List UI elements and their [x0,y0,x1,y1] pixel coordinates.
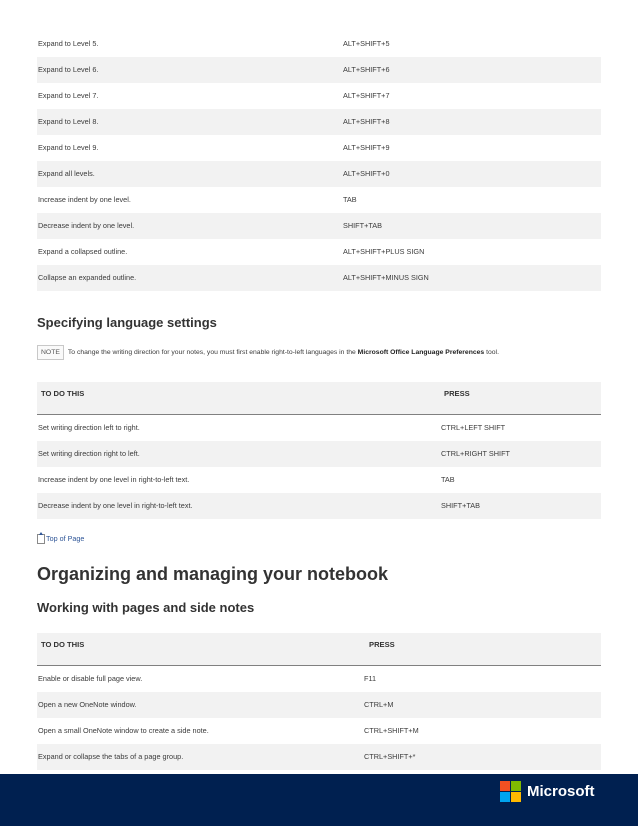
table-row [37,187,601,213]
logo-square [511,781,521,791]
note-box [37,344,601,362]
action-cell: Decrease indent by one level in right-to-left text. [38,501,193,510]
table-row [37,83,601,109]
brand-wordmark: Microsoft [527,783,595,800]
action-cell: Expand a collapsed outline. [38,247,128,256]
table-row [37,135,601,161]
table-row [37,57,601,83]
action-cell: Expand to Level 7. [38,91,99,100]
keys-cell: ALT+SHIFT+PLUS SIGN [343,247,425,256]
header-action: TO DO THIS [41,640,85,649]
action-cell: Increase indent by one level in right-to-left text. [38,475,190,484]
top-of-page-link[interactable] [37,534,84,544]
arrow-up-icon [37,534,45,544]
note-tag: NOTE [37,345,64,360]
action-cell: Expand all levels. [38,169,95,178]
table-row [37,265,601,291]
table-row [37,493,601,519]
action-cell: Open a small OneNote window to create a side note. [38,726,209,735]
main-section-heading: Organizing and managing your notebook [37,564,389,584]
table-row [37,109,601,135]
table-row [37,239,601,265]
keys-cell: TAB [343,195,357,204]
logo-square [500,792,510,802]
action-cell: Decrease indent by one level. [38,221,135,230]
note-text-end: tool. [484,349,499,356]
logo-square [511,792,521,802]
table-row [37,441,601,467]
action-cell: Enable or disable full page view. [38,674,143,683]
keys-cell: CTRL+M [364,700,394,709]
action-cell: Expand to Level 9. [38,143,99,152]
keys-cell: SHIFT+TAB [441,501,480,510]
outline-shortcuts-table [37,31,601,291]
table-header [37,633,601,666]
keys-cell: ALT+SHIFT+6 [343,65,390,74]
table-row [37,666,601,692]
keys-cell: CTRL+SHIFT+* [364,752,416,761]
microsoft-logo-icon [500,781,521,802]
action-cell: Collapse an expanded outline. [38,273,137,282]
action-cell: Set writing direction left to right. [38,423,140,432]
logo-square [500,781,510,791]
table-row [37,692,601,718]
pages-shortcuts-table [37,633,601,770]
note-text: To change the writing direction for your notes, you must first enable right-to-left languages in the [67,349,358,356]
header-action: TO DO THIS [41,389,85,398]
section-heading: Working with pages and side notes [37,600,255,615]
keys-cell: TAB [441,475,455,484]
keys-cell: SHIFT+TAB [343,221,382,230]
action-cell: Expand to Level 5. [38,39,99,48]
keys-cell: ALT+SHIFT+MINUS SIGN [343,273,429,282]
keys-cell: CTRL+LEFT SHIFT [441,423,506,432]
table-row [37,415,601,441]
action-cell: Expand to Level 6. [38,65,99,74]
keys-cell: F11 [364,674,377,683]
table-row [37,213,601,239]
top-of-page-label: Top of Page [46,534,85,543]
table-row [37,161,601,187]
table-header [37,382,601,415]
table-row [37,744,601,770]
action-cell: Set writing direction right to left. [38,449,140,458]
language-shortcuts-table [37,382,601,519]
table-row [37,467,601,493]
header-keys: PRESS [369,640,395,649]
keys-cell: ALT+SHIFT+9 [343,143,390,152]
note-bold-text: Microsoft Office Language Preferences [357,349,485,356]
keys-cell: CTRL+RIGHT SHIFT [441,449,510,458]
keys-cell: ALT+SHIFT+7 [343,91,390,100]
action-cell: Expand to Level 8. [38,117,99,126]
action-cell: Expand or collapse the tabs of a page group. [38,752,184,761]
table-row [37,718,601,744]
header-keys: PRESS [444,389,470,398]
keys-cell: ALT+SHIFT+8 [343,117,390,126]
table-row [37,31,601,57]
action-cell: Open a new OneNote window. [38,700,137,709]
keys-cell: ALT+SHIFT+0 [343,169,390,178]
keys-cell: CTRL+SHIFT+M [364,726,419,735]
action-cell: Increase indent by one level. [38,195,131,204]
keys-cell: ALT+SHIFT+5 [343,39,390,48]
section-heading: Specifying language settings [37,315,217,330]
